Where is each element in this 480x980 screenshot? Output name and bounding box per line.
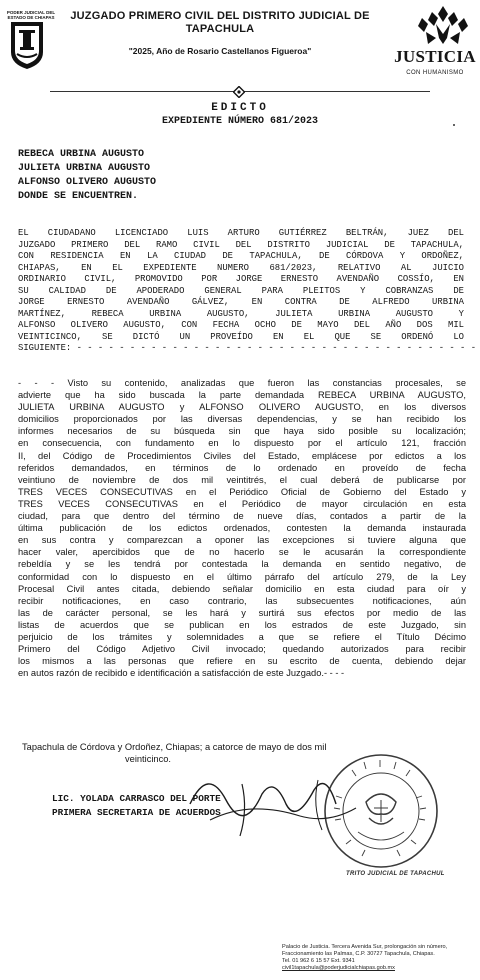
text-line: VEINTICINCO, SE DICTÓ UN PROVEÍDO EN EL QUE SE ORDENÓ LO [18, 331, 464, 342]
text-line: MARTÍNEZ, REBECA URBINA AUGUSTO, JULIETA URBINA AUGUSTO Y [18, 308, 464, 319]
resolution-paragraph [18, 377, 466, 679]
addressee-line: DONDE SE ENCUENTREN. [18, 191, 139, 202]
court-title-line2: TAPACHULA [185, 23, 255, 35]
text-line: los mismos a las personas que refiere en su escrito de cuenta, debiendo dejar [18, 656, 466, 667]
text-line: listas de acuerdos que se publican en los estrados de este Juzgado, sin [18, 619, 466, 630]
year-motto: "2025, Año de Rosario Castellanos Figueroa" [128, 46, 312, 56]
text-line: JULIETA URBINA AUGUSTO y ALFONSO OLIVERO AUGUSTO, en los diversos [18, 402, 466, 413]
text-line: en consecuencia, con fundamento en lo dispuesto por el artículo 121, fracción [18, 438, 466, 449]
text-line: TRES VECES CONSECUTIVAS en el Periódico de mayor circulación en esta [18, 498, 466, 509]
text-line: conformidad con lo dispuesto en el último párrafo del artículo 279, de la Ley [18, 571, 466, 582]
text-line: ORDINARIO CIVIL, PROMOVIDO POR JORGE ERNESTO AVENDAÑO COSSÍO, EN [18, 274, 464, 284]
text-line: recibir notificaciones, en caso contrario, las subsecuentes notificaciones, aún [18, 595, 466, 606]
text-line: referidos demandados, en términos de lo ordenado en proveído de fecha [18, 462, 466, 473]
text-line: hacer valer, apercibidos que de no hacerlo se le acusarán la correspondiente [18, 547, 466, 558]
text-line: ALFONSO OLIVERO AUGUSTO, CON FECHA OCHO DE MAYO DEL AÑO DOS MIL [18, 320, 464, 330]
footer-address-line1: Palacio de Justicia. Tercera Avenida Sur, prolongación sin número, [282, 944, 448, 950]
text-line: Primero del Código Adjetivo Civil invocado; quedando autorizados para recibir [18, 644, 466, 655]
text-line: JORGE ERNESTO AVENDAÑO GÁLVEZ, EN CONTRA DE ALFREDO URBINA [18, 297, 464, 307]
text-line: CON RESIDENCIA EN LA CIUDAD DE TAPACHULA, DE CÓRDOVA Y ORDOÑEZ, [18, 251, 464, 261]
place-date-line2: veinticinco. [125, 754, 171, 764]
place-date-line1: Tapachula de Córdova y Ordoñez, Chiapas; a catorce de mayo de dos mil [22, 742, 327, 752]
court-title-line1: JUZGADO PRIMERO CIVIL DEL DISTRITO JUDICIAL DE [70, 10, 370, 22]
footer-email-link[interactable]: civil1tapachula@poderjudicialchiapas.gob.mx [282, 965, 395, 971]
page-footer [282, 944, 476, 972]
text-line: perjuicio de los trámites y solemnidades a que se refiere el Título Décimo [18, 631, 466, 642]
brand-name: JUSTICIA [394, 47, 476, 66]
text-line: advierte que ha sido buscada la parte demandada REBECA URBINA AUGUSTO, [18, 390, 466, 401]
text-line: en sus contra y comparezcan a oponer las excepciones si tuviere alguna que [18, 535, 466, 546]
text-line: rebeldía y se les tendrá por contestada la demanda en sentido negativo, de [18, 559, 466, 570]
court-stamp-text: TRITO JUDICIAL DE TAPACHUL [346, 871, 445, 877]
divider-diamond-icon [233, 85, 245, 97]
text-line: TRES VECES CONSECUTIVAS en el Periódico Oficial de Gobierno del Estado y [18, 486, 466, 497]
signer-block [52, 792, 221, 820]
text-line: - - - Visto su contenido, analizadas que fueron las constancias procesales, se [18, 378, 466, 388]
left-logo-caption: PODER JUDICIAL DEL ESTADO DE CHIAPAS [6, 10, 56, 20]
text-line: última publicación de los edictos ordenados, contesten la demanda instaurada [18, 523, 466, 534]
brand-subtitle: CON HUMANISMO [406, 70, 464, 76]
court-title [60, 10, 380, 36]
addressee-line: JULIETA URBINA AUGUSTO [18, 163, 151, 174]
text-line: en autos razón de recibido e identificación a satisfacción de este Juzgado.- - - - [18, 668, 345, 679]
text-line: Procesal Civil antes citada, debiendo señalar domicilio en esta ciudad para oír y [18, 583, 466, 594]
text-line: las de carácter personal, se les hará y surtirá sus efectos por medio de las [18, 607, 466, 618]
footer-address-line2: Fraccionamiento las Palmas, C.P. 30727 Tapachula, Chiapas. [282, 951, 435, 957]
case-number: EXPEDIENTE NÚMERO 681/2023 [161, 116, 319, 127]
text-line: veintiuno de noviembre de dos mil veintitrés, el cual deberá de publicarse por [18, 474, 466, 485]
footer-phone: Tel. 01 962 6 15 57 Ext. 9341 [282, 958, 355, 964]
intro-paragraph [18, 228, 477, 355]
document-heading: EDICTO [211, 102, 269, 114]
signer-title: PRIMERA SECRETARIA DE ACUERDOS [52, 807, 221, 818]
text-line: EL CIUDADANO LICENCIADO LUIS ARTURO GUTIÉRREZ BELTRÁN, JUEZ DEL [18, 228, 464, 238]
text-line: SU CALIDAD DE APODERADO GENERAL PARA PLEITOS Y COBRANZAS DE [18, 285, 464, 296]
addressee-list [18, 148, 156, 204]
text-line: SIGUIENTE: - - - - - - - - - - - - - - - - - - - - - - - - - - - - - - - - - - - - - - [18, 343, 477, 353]
addressee-line: ALFONSO OLIVERO AUGUSTO [18, 177, 157, 188]
addressee-line: REBECA URBINA AUGUSTO [18, 149, 145, 160]
text-line: II, del Código de Procedimientos Civiles del Estado, emplácese por edictos a los [18, 450, 466, 461]
text-line: JUZGADO PRIMERO DEL RAMO CIVIL DEL DISTRITO JUDICIAL DE TAPACHULA, [18, 239, 464, 250]
text-line: ciudad, para que dentro del término de nueve días, contados a partir de la [18, 511, 466, 522]
text-line: domicilios proporcionados por las diversas dependencias, y se han recibido los [18, 414, 466, 425]
text-line: informes necesarios de su búsqueda sin que haya sido posible su localización; [18, 426, 466, 437]
text-line: CHIAPAS, EN EL EXPEDIENTE NUMERO 681/2023, RELATIVO AL JUICIO [18, 262, 464, 273]
signer-name: LIC. YOLADA CARRASCO DEL PORTE [52, 793, 221, 804]
justice-emblem-icon [412, 4, 474, 48]
